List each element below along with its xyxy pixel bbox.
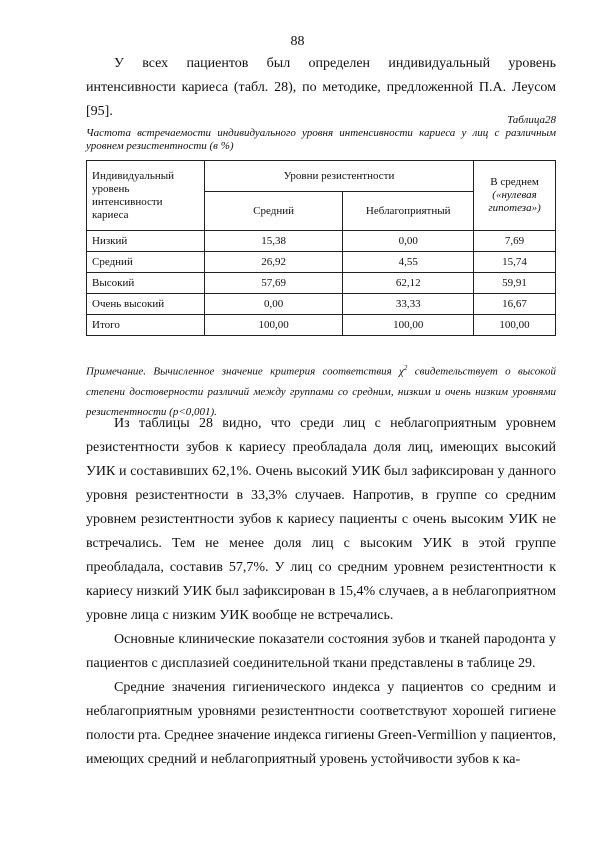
body-text bbox=[86, 412, 556, 772]
table-row bbox=[87, 294, 556, 315]
row-label: Итого bbox=[87, 315, 205, 336]
table-row bbox=[87, 273, 556, 294]
header-unfavorable: Неблагоприятный bbox=[343, 192, 474, 231]
header-average bbox=[474, 161, 556, 231]
note-superscript: 2 bbox=[403, 364, 408, 372]
cell-medium: 57,69 bbox=[204, 273, 342, 294]
table-row bbox=[87, 252, 556, 273]
cell-medium: 0,00 bbox=[204, 294, 342, 315]
cell-unfavorable: 62,12 bbox=[343, 273, 474, 294]
cell-average: 7,69 bbox=[474, 231, 556, 252]
cell-medium: 15,38 bbox=[204, 231, 342, 252]
paragraph: Из таблицы 28 видно, что среди лиц с неблагоприятным уровнем резистентности зубов к кариесу преобладала доля лиц, имеющих высокий УИК и составивших 62,1%. Очень высокий УИК был зафиксирован у данного уровня резистентности в 33,3% случаев. Напротив, в группе со средним уровнем резистентности зубов к кариесу пациенты с очень высоким УИК не встречались. Тем не менее доля лиц с высоким УИК в этой группе преобладала, составив 57,7%. У лиц со средним уровнем резистентности к кариесу низкий УИК был зафиксирован в 15,4% случаев, а в неблагоприятном уровне лица с низким УИК вообще не встречались. bbox=[86, 416, 556, 623]
cell-unfavorable: 33,33 bbox=[343, 294, 474, 315]
page-number: 88 bbox=[290, 34, 305, 49]
table-row bbox=[87, 231, 556, 252]
paragraph: Основные клинические показатели состояния зубов и тканей пародонта у пациентов с дисплазией соединительной ткани представлены в таблице 29. bbox=[86, 632, 556, 671]
header-row-label: Индивидуальный уровень интенсивности кариеса bbox=[87, 161, 205, 231]
cell-average: 100,00 bbox=[474, 315, 556, 336]
table-caption: Частота встречаемости индивидуального уровня интенсивности кариеса у лиц с различным уровнем резистентности (в %) bbox=[86, 127, 556, 152]
cell-unfavorable: 100,00 bbox=[343, 315, 474, 336]
table-row bbox=[87, 315, 556, 336]
cell-average: 16,67 bbox=[474, 294, 556, 315]
header-resistance-levels: Уровни резистентности bbox=[204, 161, 473, 192]
header-medium: Средний bbox=[204, 192, 342, 231]
cell-medium: 100,00 bbox=[204, 315, 342, 336]
intro-paragraph: У всех пациентов был определен индивидуальный уровень интенсивности кариеса (табл. 28), по методике, предложенной П.А. Леусом [95]. bbox=[86, 56, 556, 119]
resistance-table bbox=[86, 160, 556, 336]
cell-unfavorable: 4,55 bbox=[343, 252, 474, 273]
note-text-end: свидетельствует о высокой степени достоверности различий между группами со средним, низким и очень низким уровнями резистентности (p<0,001). bbox=[86, 365, 557, 418]
row-label: Низкий bbox=[87, 231, 205, 252]
header-average-label: В среднем bbox=[490, 176, 539, 188]
row-label: Очень высокий bbox=[87, 294, 205, 315]
cell-average: 15,74 bbox=[474, 252, 556, 273]
row-label: Высокий bbox=[87, 273, 205, 294]
header-average-note: («нулевая гипотеза») bbox=[488, 189, 541, 214]
cell-medium: 26,92 bbox=[204, 252, 342, 273]
note-text-start: Примечание. Вычисленное значение критерия соответствия χ bbox=[86, 365, 404, 378]
table-label: Таблица28 bbox=[507, 114, 556, 126]
cell-unfavorable: 0,00 bbox=[343, 231, 474, 252]
row-label: Средний bbox=[87, 252, 205, 273]
cell-average: 59,91 bbox=[474, 273, 556, 294]
paragraph: Средние значения гигиенического индекса у пациентов со средним и неблагоприятным уровнями резистентности соответствуют хорошей гигиене полости рта. Среднее значение индекса гигиены Green-Vermillion у пациентов, имеющих средний и неблагоприятный уровень устойчивости зубов к ка- bbox=[86, 680, 556, 767]
